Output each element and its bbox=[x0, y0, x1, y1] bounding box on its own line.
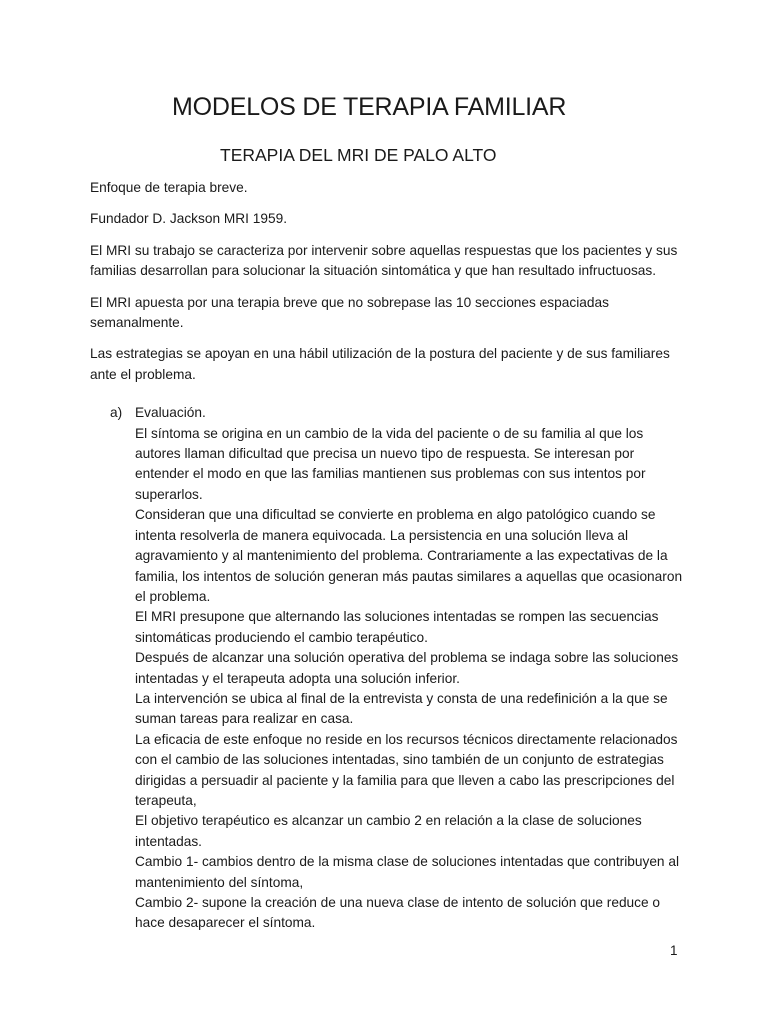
document-body bbox=[90, 178, 690, 934]
list-paragraph: El síntoma se origina en un cambio de la vida del paciente o de su familia al que los autores llaman dificultad que precisa un nuevo tipo de respuesta. Se interesan por entender el modo en que las familias mantienen sus problemas con sus intentos por superarlos. bbox=[135, 425, 646, 502]
list-paragraph: La intervención se ubica al final de la entrevista y consta de una redefinición a la que se suman tareas para realizar en casa. bbox=[135, 690, 668, 727]
list-paragraph: El objetivo terapéutico es alcanzar un cambio 2 en relación a la clase de soluciones intentadas. bbox=[135, 813, 642, 849]
list-marker: a) bbox=[110, 405, 123, 421]
list-paragraph: Cambio 1- cambios dentro de la misma clase de soluciones intentadas que contribuyen al mantenimiento del síntoma, bbox=[135, 854, 679, 890]
ordered-list bbox=[90, 403, 690, 934]
list-paragraph: Consideran que una dificultad se convierte en problema en algo patológico cuando se intenta resolverla de manera equivocada. La persistencia en una solución lleva al agravamiento y al mantenimiento del problema. Contrariamente a las expectativas de la familia, los intentos de solución generan más pautas similares a aquellas que ocasionaron el problema. bbox=[135, 507, 683, 604]
paragraph: Las estrategias se apoyan en una hábil utilización de la postura del paciente y de sus familiares ante el problema. bbox=[90, 346, 670, 382]
paragraph: El MRI apuesta por una terapia breve que no sobrepase las 10 secciones espaciadas semanalmente. bbox=[90, 294, 609, 331]
list-item-title: Evaluación. bbox=[135, 405, 206, 421]
paragraph: El MRI su trabajo se caracteriza por intervenir sobre aquellas respuestas que los pacientes y sus familias desarrollan para solucionar la situación sintomática y que han resultado infructuosas. bbox=[90, 242, 678, 279]
list-item bbox=[90, 403, 690, 934]
list-paragraph: Después de alcanzar una solución operativa del problema se indaga sobre las soluciones intentadas y el terapeuta adopta una solución inferior. bbox=[135, 650, 679, 686]
list-paragraph: Cambio 2- supone la creación de una nueva clase de intento de solución que reduce o hace desaparecer el síntoma. bbox=[135, 895, 661, 931]
list-paragraph: La eficacia de este enfoque no reside en los recursos técnicos directamente relacionados con el cambio de las soluciones intentadas, sino también de un conjunto de estrategias dirigidas a persuadir al paciente y la familia para que lleven a cabo las prescripciones del terapeuta, bbox=[135, 731, 678, 808]
paragraph: Fundador D. Jackson MRI 1959. bbox=[90, 211, 288, 227]
paragraph: Enfoque de terapia breve. bbox=[90, 180, 248, 195]
page-number: 1 bbox=[670, 943, 678, 958]
page-subtitle: TERAPIA DEL MRI DE PALO ALTO bbox=[220, 145, 497, 165]
list-paragraph: El MRI presupone que alternando las soluciones intentadas se rompen las secuencias sintomáticas produciendo el cambio terapéutico. bbox=[135, 609, 659, 645]
page-title: MODELOS DE TERAPIA FAMILIAR bbox=[172, 93, 567, 121]
